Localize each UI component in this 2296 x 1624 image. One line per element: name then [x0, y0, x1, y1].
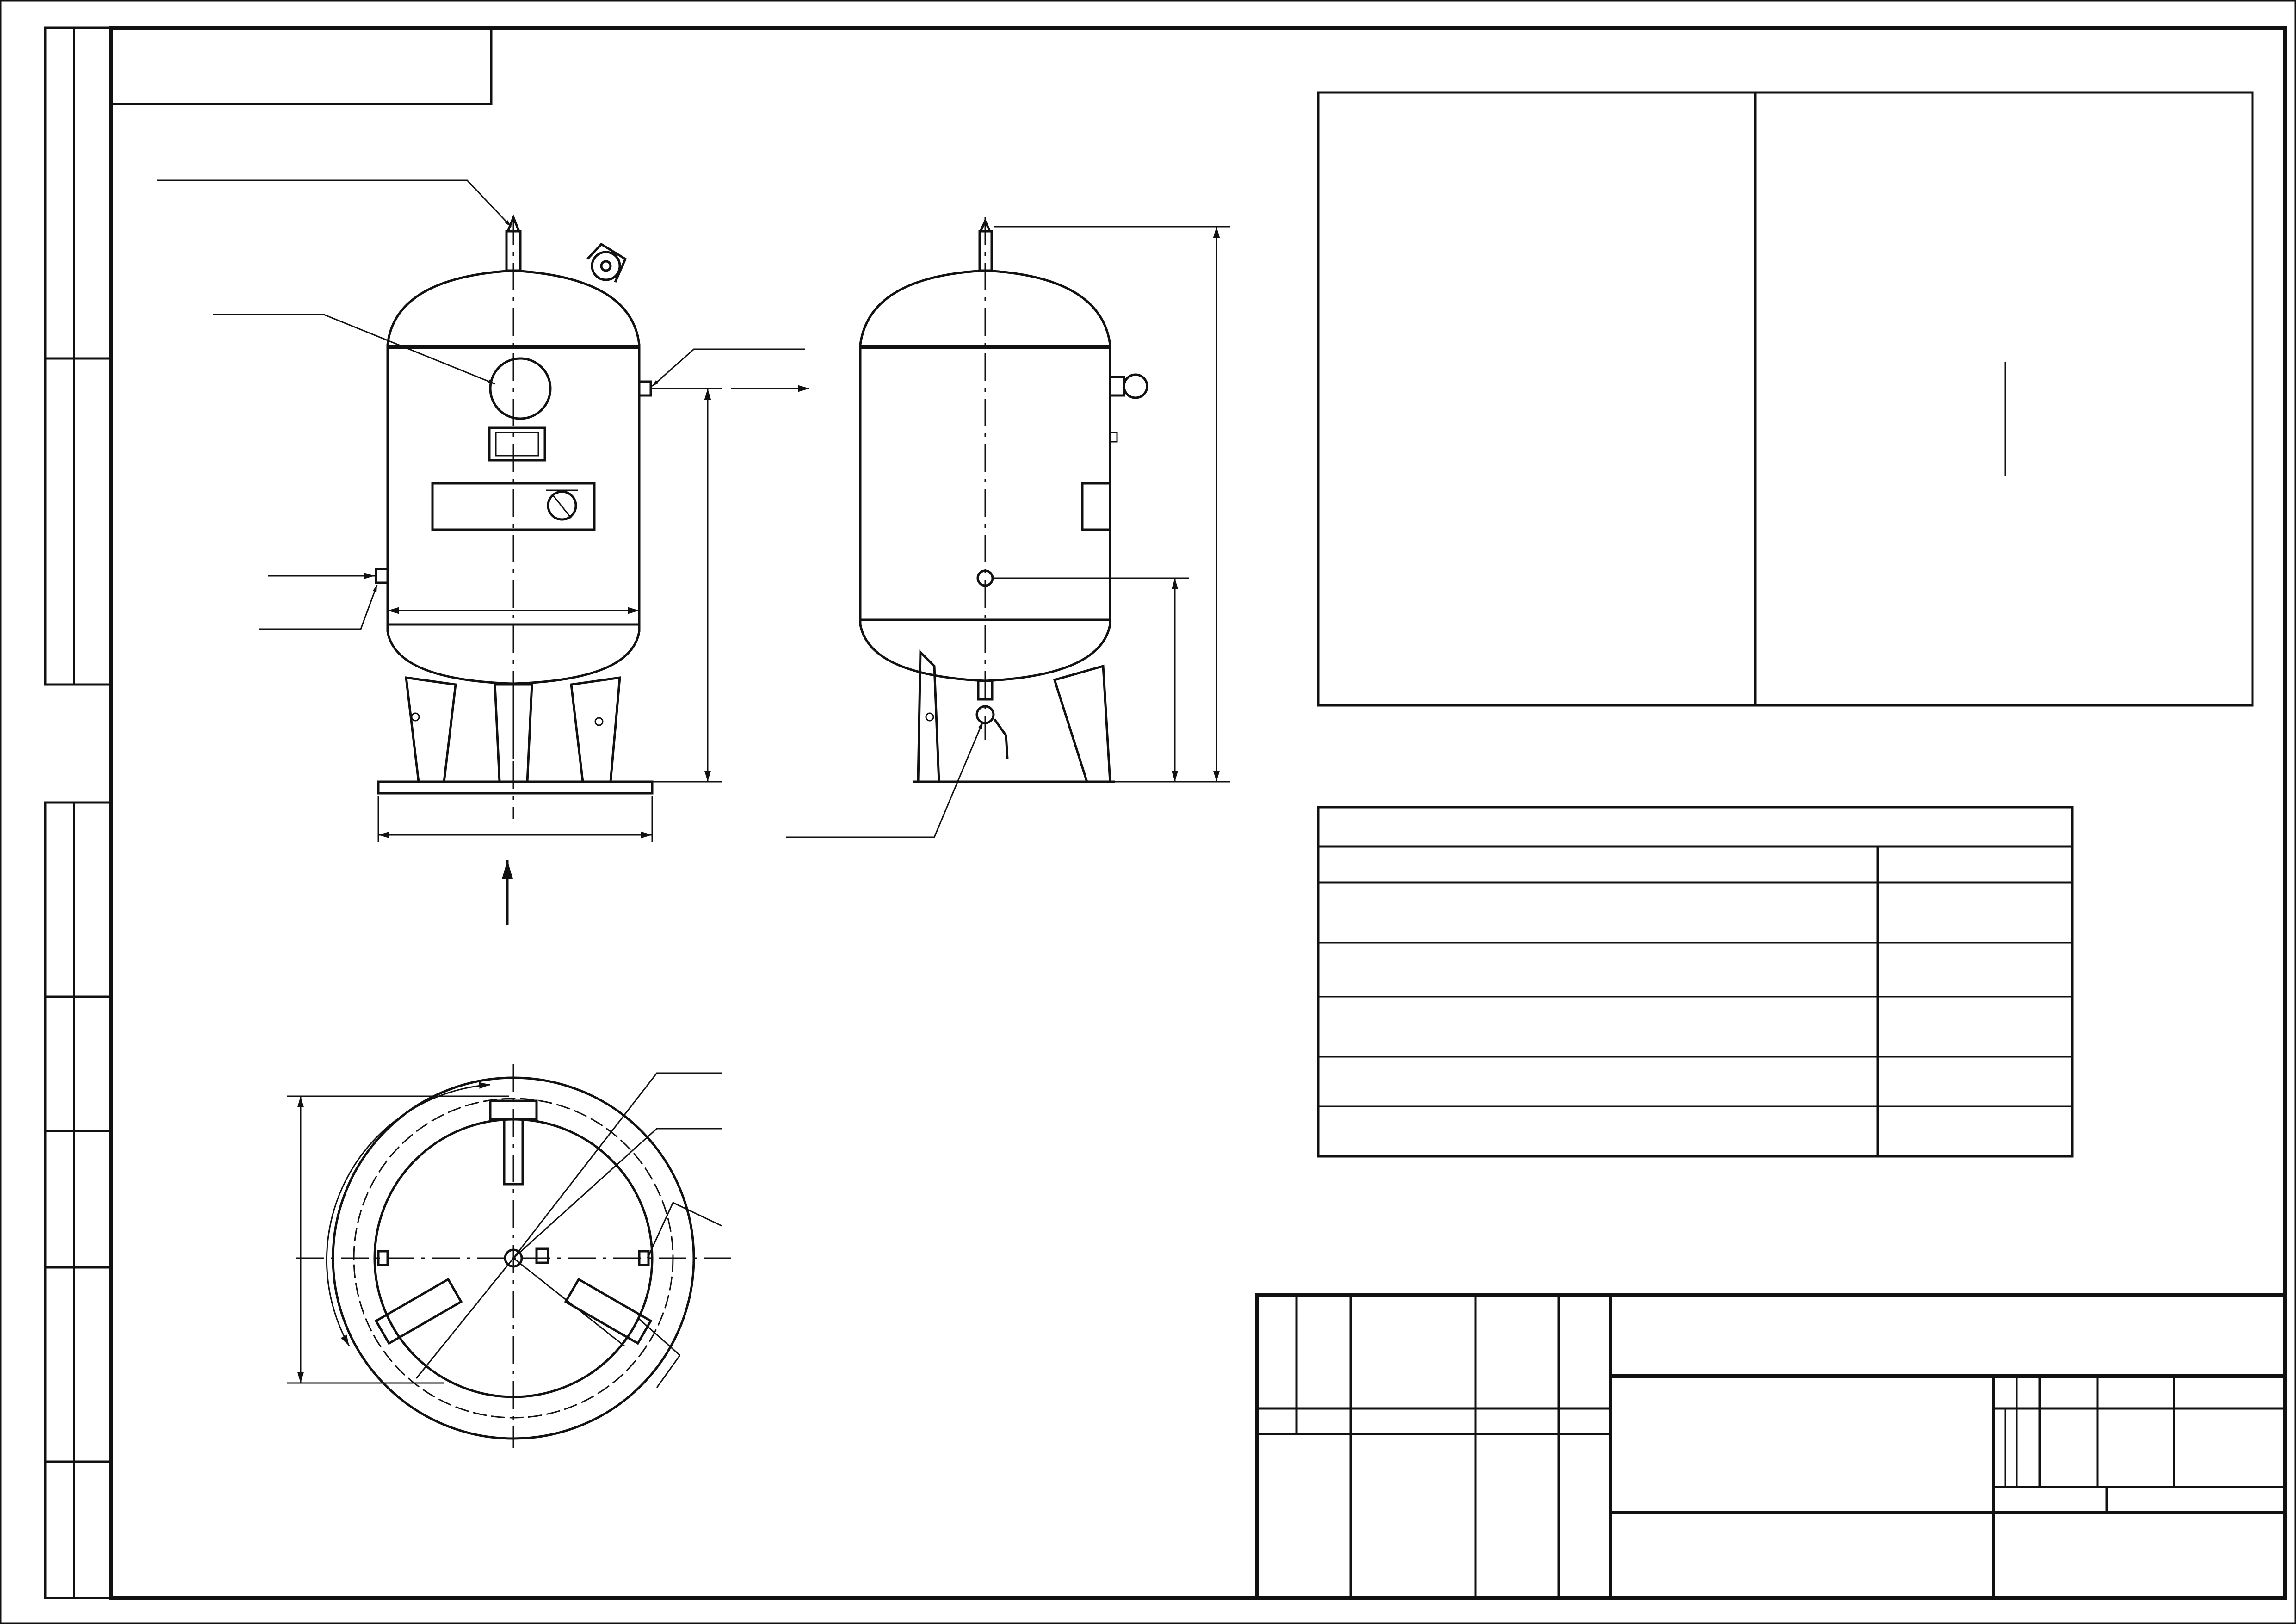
front-view — [157, 180, 809, 925]
view-a — [287, 1064, 731, 1448]
spec-table — [1318, 93, 2253, 705]
kit-table — [1318, 807, 2072, 1156]
top-stamp — [111, 28, 491, 104]
frame — [1, 1, 2295, 1623]
side-view — [786, 217, 1230, 837]
title-block — [1257, 1295, 2285, 1598]
